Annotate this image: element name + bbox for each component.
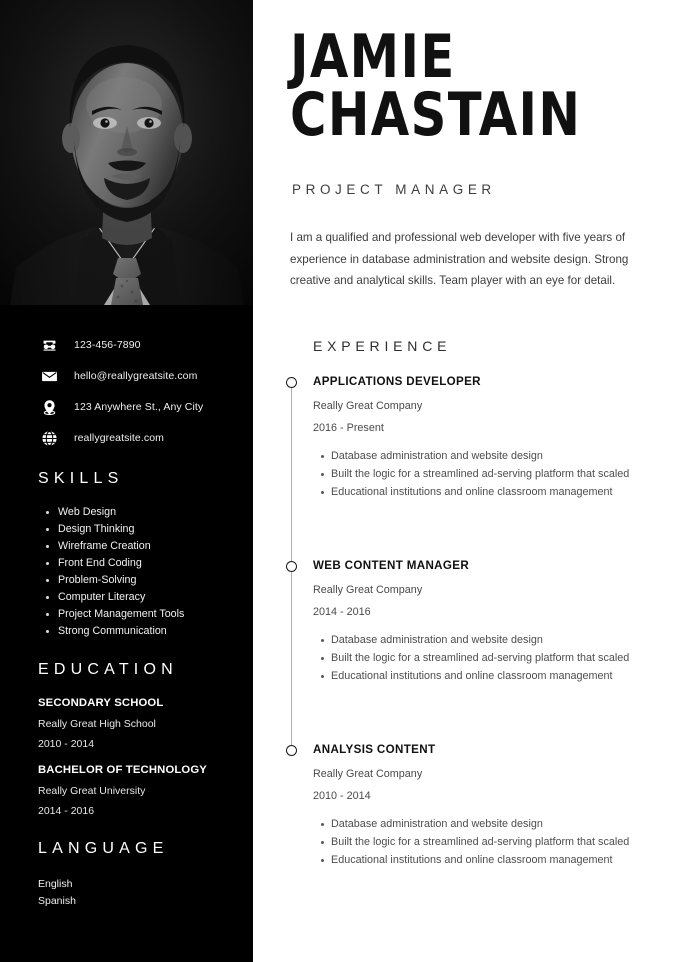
- education-degree: SECONDARY SCHOOL: [38, 697, 164, 709]
- experience-bullet: Database administration and website design: [331, 448, 665, 465]
- experience-title: WEB CONTENT MANAGER: [313, 559, 470, 572]
- envelope-icon: [38, 365, 60, 387]
- experience-bullet: Database administration and website design: [331, 816, 665, 833]
- experience-bullet: Built the logic for a streamlined ad-serving platform that scaled: [331, 466, 665, 483]
- skill-item: Strong Communication: [44, 623, 244, 640]
- experience-company: Really Great Company: [313, 768, 423, 780]
- experience-title: ANALYSIS CONTENT: [313, 743, 436, 756]
- skills-list: [44, 504, 244, 640]
- contact-website[interactable]: [38, 423, 238, 453]
- experience-bullet: Built the logic for a streamlined ad-serving platform that scaled: [331, 834, 665, 851]
- skill-item: Design Thinking: [44, 521, 244, 538]
- main-content: [253, 0, 680, 962]
- skill-item: Problem-Solving: [44, 572, 244, 589]
- job-role: PROJECT MANAGER: [292, 182, 496, 197]
- education-dates: 2014 - 2016: [38, 805, 95, 817]
- skill-item: Wireframe Creation: [44, 538, 244, 555]
- language-item: English: [38, 878, 73, 890]
- education-heading: EDUCATION: [38, 661, 178, 678]
- experience-bullet: Educational institutions and online classroom management: [331, 668, 665, 685]
- skill-item: Project Management Tools: [44, 606, 244, 623]
- contact-phone-value: 123-456-7890: [74, 339, 141, 351]
- experience-item: [313, 559, 665, 686]
- education-dates: 2010 - 2014: [38, 738, 95, 750]
- experience-company: Really Great Company: [313, 400, 423, 412]
- language-list: [38, 876, 238, 910]
- contact-list: [38, 330, 238, 453]
- skill-item: Web Design: [44, 504, 244, 521]
- experience-dates: 2010 - 2014: [313, 790, 371, 802]
- last-name: CHASTAIN: [290, 80, 582, 150]
- experience-bullets: [313, 816, 665, 869]
- language-item: Spanish: [38, 895, 76, 907]
- phone-icon: [38, 334, 60, 356]
- sidebar: [0, 0, 253, 962]
- experience-bullet: Built the logic for a streamlined ad-serving platform that scaled: [331, 650, 665, 667]
- experience-item: [313, 743, 665, 870]
- experience-bullet: Educational institutions and online classroom management: [331, 484, 665, 501]
- name-block: [290, 22, 670, 150]
- education-school: Really Great University: [38, 785, 146, 797]
- experience-dates: 2014 - 2016: [313, 606, 371, 618]
- experience-bullets: [313, 632, 665, 685]
- first-name: JAMIE: [290, 22, 456, 92]
- education-item: [38, 763, 243, 819]
- experience-dates: 2016 - Present: [313, 422, 384, 434]
- language-heading: LANGUAGE: [38, 840, 169, 857]
- skills-heading: SKILLS: [38, 470, 124, 487]
- profile-summary: I am a qualified and professional web developer with five years of experience in database administration and website design. Strong creative and analytical skills. Team player with an eye for detail.: [290, 231, 629, 287]
- education-school: Really Great High School: [38, 718, 156, 730]
- profile-photo: [0, 0, 253, 305]
- contact-website-value: reallygreatsite.com: [74, 432, 165, 444]
- experience-bullet: Educational institutions and online classroom management: [331, 852, 665, 869]
- contact-address-value: 123 Anywhere St., Any City: [74, 401, 204, 413]
- contact-phone[interactable]: [38, 330, 238, 360]
- experience-heading: EXPERIENCE: [313, 338, 452, 354]
- timeline-dot: [286, 745, 297, 756]
- contact-address[interactable]: [38, 392, 238, 422]
- contact-email-value: hello@reallygreatsite.com: [74, 370, 198, 382]
- experience-title: APPLICATIONS DEVELOPER: [313, 375, 481, 388]
- experience-bullet: Database administration and website design: [331, 632, 665, 649]
- skill-item: Computer Literacy: [44, 589, 244, 606]
- timeline-dot: [286, 377, 297, 388]
- experience-company: Really Great Company: [313, 584, 423, 596]
- location-pin-icon: [38, 396, 60, 418]
- contact-email[interactable]: [38, 361, 238, 391]
- education-list: [38, 696, 243, 830]
- experience-item: [313, 375, 665, 502]
- experience-bullets: [313, 448, 665, 501]
- education-item: [38, 696, 243, 752]
- education-degree: BACHELOR OF TECHNOLOGY: [38, 764, 207, 776]
- timeline-dot: [286, 561, 297, 572]
- globe-icon: [38, 427, 60, 449]
- skill-item: Front End Coding: [44, 555, 244, 572]
